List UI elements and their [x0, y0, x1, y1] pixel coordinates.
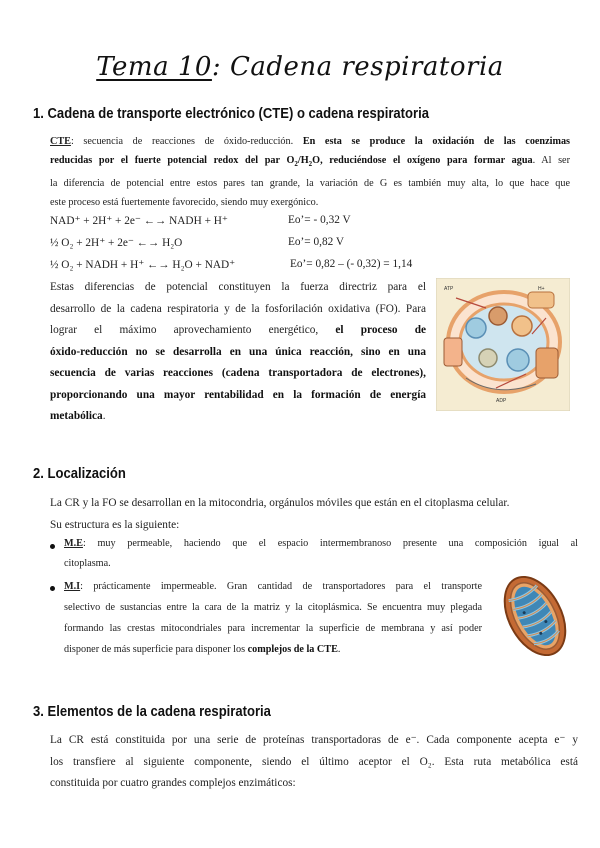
potential-line-1: Estas diferencias de potencial constituyen la fuerza directriz para el	[50, 281, 426, 293]
title-rest: : Cadena respiratoria	[211, 52, 504, 82]
inner-membrane-text-1: : prácticamente impermeable. Gran cantidad de transportadores para el transporte	[80, 581, 482, 592]
inner-membrane-text-4a: disponer de más superficie para disponer los	[64, 644, 246, 655]
potential-line-4: óxido-reducción no se desarrolla en una única reacción, sino en una	[50, 345, 426, 358]
inner-membrane-text-4c: .	[337, 644, 341, 655]
localization-intro	[50, 492, 578, 536]
equation-2-left: ½ O₂ + 2H⁺ + 2e⁻ ←→ H₂O	[50, 237, 183, 249]
equation-3-right: Eo’= 0,82 – (- 0,32) = 1,14	[290, 258, 413, 270]
localization-line-2: Su estructura es la siguiente:	[50, 519, 180, 531]
cte-bold-c: /H	[297, 155, 309, 166]
cte-bold-a: En esta se produce la oxidación de las coenzimas	[302, 136, 570, 147]
inner-membrane-item	[64, 576, 482, 660]
elements-line-2: los transfiere al siguiente componente, siendo el último aceptor el O₂. Esta ruta metabólica está	[50, 755, 578, 768]
potential-paragraph	[50, 277, 426, 428]
cte-line-4: este proceso está fuertemente favorecido, siendo muy exergónico.	[50, 197, 319, 209]
potential-line-7-bold: metabólica	[50, 410, 103, 422]
cte-paragraph	[50, 132, 570, 212]
cte-line-2: reducidas por el fuerte potencial redox del par $O_2/H_2O$, reduciéndose el oxígeno para formar agua. Al ser	[50, 155, 570, 169]
mitochondrion-illustration	[494, 568, 576, 664]
inner-membrane-label: M.I	[64, 581, 81, 592]
potential-line-3	[50, 320, 426, 342]
potential-line-2: desarrollo de la cadena respiratoria y de la fosforilación oxidativa (FO). Para	[50, 302, 426, 315]
cte-definition: : secuencia de reacciones de óxido-reducción.	[70, 136, 294, 147]
cte-bold-b: reducidas por el fuerte potencial redox del par O	[50, 155, 295, 166]
svg-text:ATP: ATP	[444, 286, 454, 292]
cte-line-1	[50, 132, 570, 151]
potential-line-7	[50, 406, 426, 428]
outer-membrane-text-1: : muy permeable, haciendo que el espacio intermembranoso presente una composición igual al	[82, 538, 578, 549]
localization-line-1: La CR y la FO se desarrollan en la mitocondria, orgánulos móviles que están en el citoplasma celular.	[50, 497, 510, 509]
equation-1-left: NAD⁺ + 2H⁺ + 2e⁻ ←→ NADH + H⁺	[50, 215, 228, 227]
potential-line-3b: el proceso de	[335, 324, 427, 336]
page-title	[0, 52, 600, 82]
equation-1-right: Eo’= - 0,32 V	[288, 214, 351, 226]
inner-membrane-line-3: formando las crestas mitocondriales para incrementar la superficie de membrana y así poder	[64, 623, 482, 634]
inner-membrane-line-2: selectivo de sustancias entre la cara de la matriz y la citoplásmica. Se encuentra muy plegada	[64, 602, 482, 613]
outer-membrane-label: M.E	[64, 538, 83, 549]
svg-text:H+: H+	[538, 286, 545, 292]
elements-paragraph	[50, 730, 578, 795]
cte-rest-a: . Al ser	[532, 155, 570, 166]
potential-line-5: secuencia de varias reacciones (cadena transportadora de electrones),	[50, 367, 426, 379]
elements-line-1: La CR está constituida por una serie de proteínas transportadoras de e⁻. Cada componente acepta e⁻ y	[50, 734, 578, 746]
inner-membrane-text-4b: complejos de la CTE	[247, 644, 338, 655]
svg-text:ADP: ADP	[496, 398, 507, 404]
section-2-heading: 2. Localización	[33, 466, 126, 482]
bullet-outer-membrane	[50, 544, 55, 549]
outer-membrane-line-1	[64, 534, 578, 554]
section-3-heading: 3. Elementos de la cadena respiratoria	[33, 704, 271, 720]
potential-line-6: proporcionando una mayor rentabilidad en la formación de energía	[50, 388, 426, 401]
cte-line-3: la diferencia de potencial entre estos pares tan grande, la variación de G es también muy alta, lo que hace que	[50, 178, 570, 190]
potential-line-7-end: .	[102, 410, 106, 422]
outer-membrane-line-2: citoplasma.	[64, 558, 111, 569]
bullet-inner-membrane	[50, 586, 55, 591]
title-topic: Tema 10	[96, 52, 212, 82]
cte-label: CTE	[50, 136, 71, 147]
equation-3-left: ½ O₂ + NADH + H⁺ ←→ H₂O + NAD⁺	[50, 259, 236, 271]
potential-line-3a: lograr el máximo aprovechamiento energético,	[50, 324, 319, 336]
respiratory-chain-diagram-image	[436, 278, 570, 411]
section-1-heading: 1. Cadena de transporte electrónico (CTE) o cadena respiratoria	[33, 106, 429, 122]
inner-membrane-line-1	[64, 576, 482, 597]
equation-2-right: Eo’= 0,82 V	[288, 236, 345, 248]
cte-bold-d: O, reduciéndose el oxígeno para formar agua	[312, 155, 533, 166]
inner-membrane-line-4	[64, 639, 482, 660]
elements-line-3: constituida por cuatro grandes complejos enzimáticos:	[50, 777, 296, 789]
